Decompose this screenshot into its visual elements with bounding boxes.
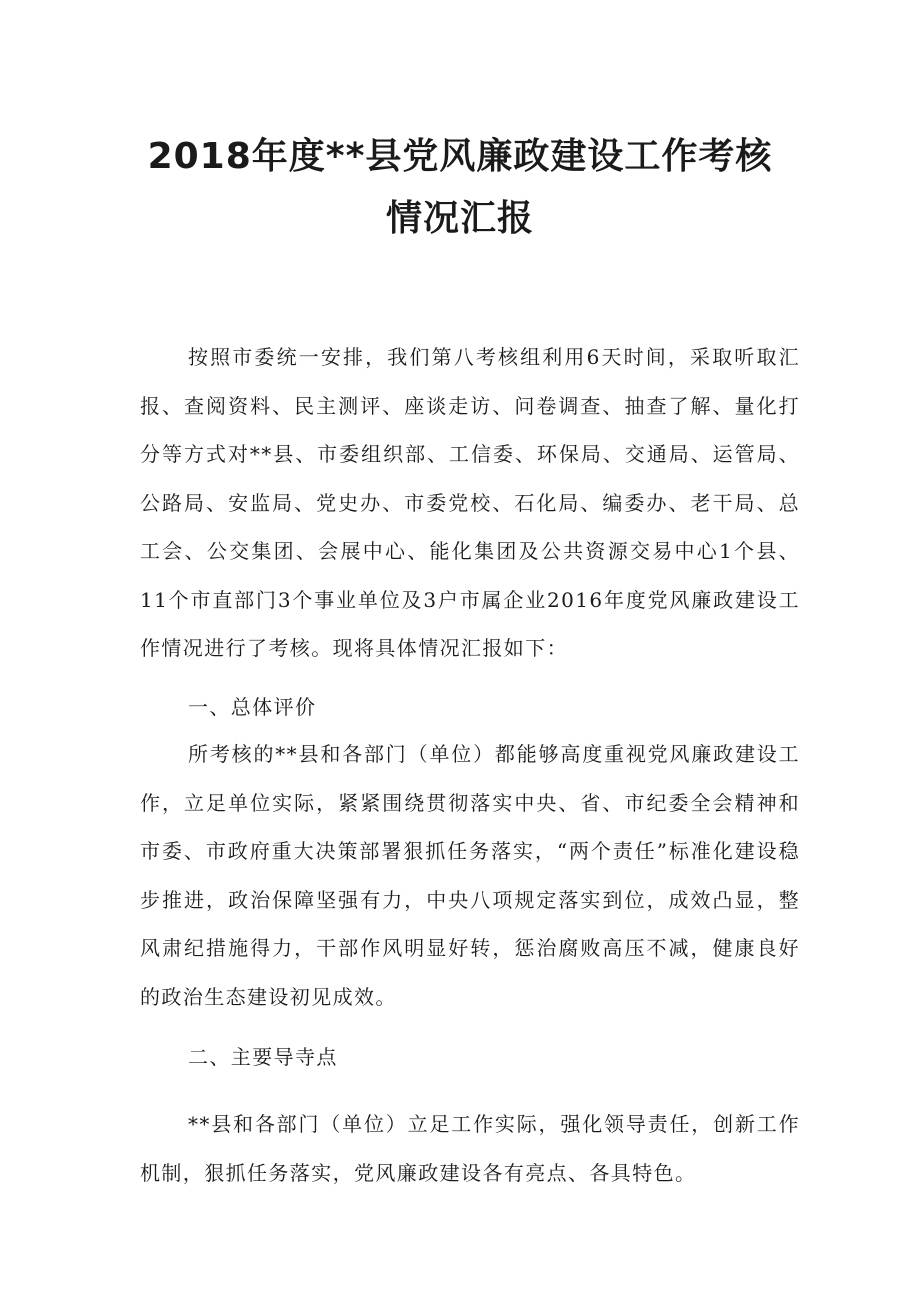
intro-paragraph: 按照市委统一安排，我们第八考核组利用6天时间，采取听取汇报、查阅资料、民主测评、座谈走访、问卷调查、抽查了解、量化打分等方式对**县、市委组织部、工信委、环保局、交通局、运管局、公路局、安监局、党史办、市委党校、石化局、编委办、老干局、总工会、公交集团、会展中心、能化集团及公共资源交易中心1个县、11个市直部门3个事业单位及3户市属企业2016年度党风廉政建设工作情况进行了考核。现将具体情况汇报如下： xyxy=(140,345,800,660)
section-heading-overall-evaluation: 一、总体评价 xyxy=(188,695,317,719)
overall-evaluation-paragraph: 所考核的**县和各部门（单位）都能够高度重视党风廉政建设工作，立足单位实际，紧紧围绕贯彻落实中央、省、市纪委全会精神和市委、市政府重大决策部署狠抓任务落实，“两个责任”标准化建设稳步推进，政治保障坚强有力，中央八项规定落实到位，成效凸显，整风肃纪措施得力，干部作风明显好转，惩治腐败高压不减，健康良好的政治生态建设初见成效。 xyxy=(140,742,800,1009)
document-title-line-2: 情况汇报 xyxy=(385,198,534,239)
section-heading-main-points: 二、主要导寺点 xyxy=(188,1045,338,1069)
main-points-paragraph: **县和各部门（单位）立足工作实际，强化领导责任，创新工作机制，狠抓任务落实，党风廉政建设各有亮点、各具特色。 xyxy=(140,1112,800,1185)
document-title-line-1: 2018年度**县党风廉政建设工作考核 xyxy=(147,136,773,177)
